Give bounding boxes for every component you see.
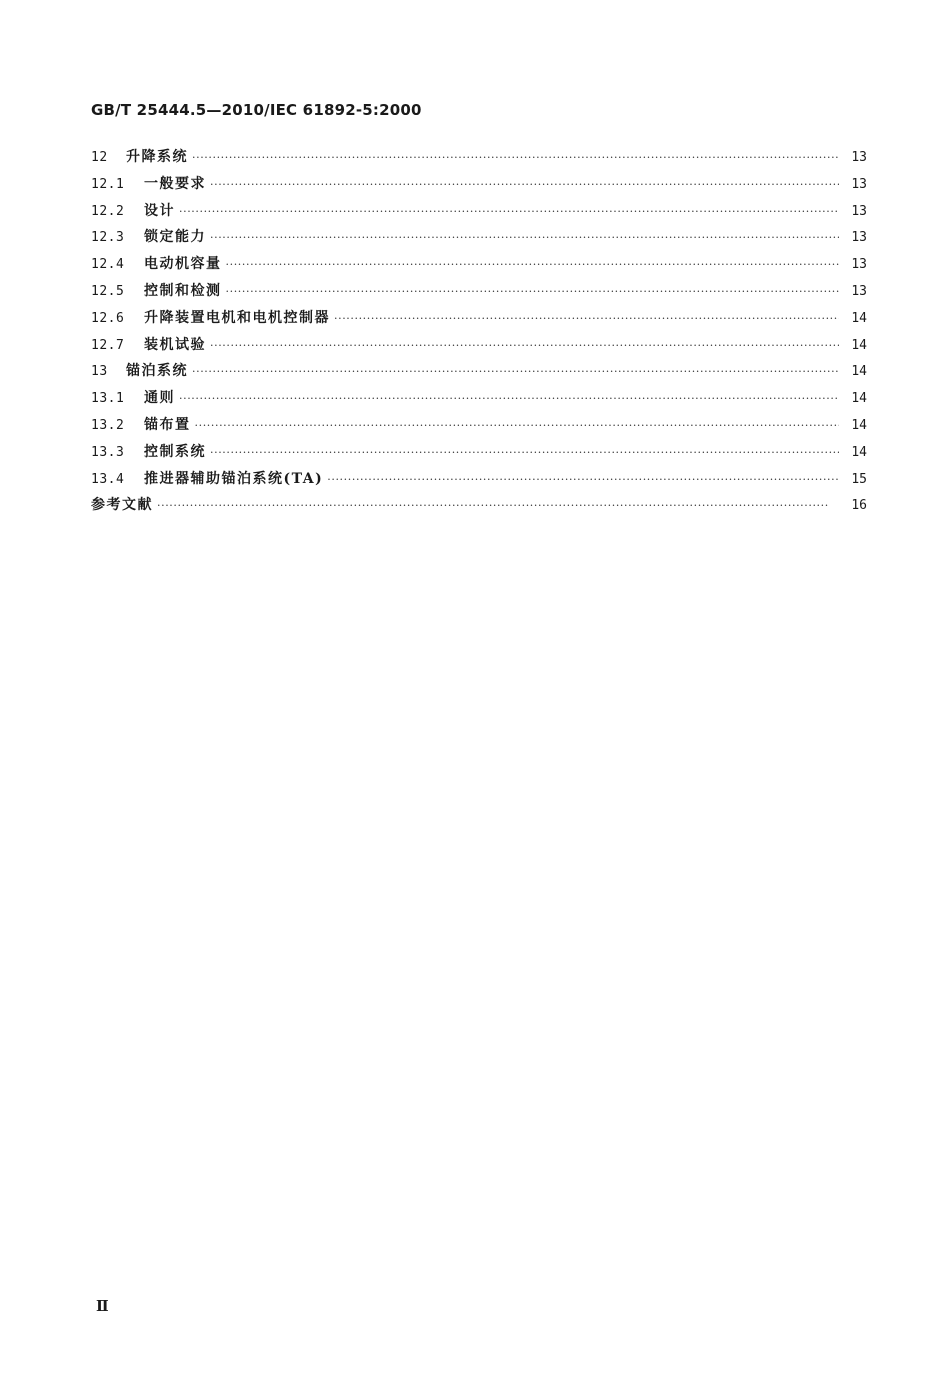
dot-leader bbox=[179, 389, 839, 409]
dot-leader bbox=[334, 309, 839, 329]
page-number: Ⅱ bbox=[96, 1297, 109, 1315]
toc-entry-title: 设计 bbox=[144, 202, 175, 219]
toc-entry-number: 12.1 bbox=[91, 176, 125, 192]
dot-leader bbox=[210, 228, 839, 248]
dot-leader bbox=[195, 416, 840, 436]
dot-leader bbox=[210, 175, 839, 195]
toc-entry[interactable] bbox=[91, 388, 867, 415]
dot-leader bbox=[179, 202, 839, 222]
toc-entry-number: 12.7 bbox=[91, 337, 125, 353]
toc-entry[interactable] bbox=[91, 254, 867, 281]
toc-entry[interactable] bbox=[91, 147, 867, 174]
toc-entry-title: 升降系统 bbox=[126, 149, 188, 165]
toc-entry-page: 14 bbox=[851, 444, 867, 460]
toc-entry[interactable] bbox=[91, 174, 867, 201]
toc-entry-page: 13 bbox=[851, 230, 867, 246]
toc-entry[interactable] bbox=[91, 227, 867, 254]
toc-entry-title: 控制系统 bbox=[144, 443, 206, 460]
toc-entry-number: 13.4 bbox=[91, 471, 125, 487]
toc-entry-title: 锁定能力 bbox=[144, 229, 206, 246]
toc-entry-page: 14 bbox=[851, 310, 867, 326]
toc-entry-title: 装机试验 bbox=[144, 336, 206, 353]
toc-entry[interactable] bbox=[91, 361, 867, 388]
toc-entry[interactable] bbox=[91, 201, 867, 228]
toc-entry[interactable] bbox=[91, 415, 867, 442]
dot-leader bbox=[226, 255, 840, 275]
toc-entry[interactable] bbox=[91, 335, 867, 362]
toc-entry-number: 13.2 bbox=[91, 417, 125, 433]
dot-leader bbox=[327, 470, 839, 490]
toc-entry-title: 升降装置电机和电机控制器 bbox=[144, 309, 330, 326]
toc-entry-title: 参考文献 bbox=[91, 497, 153, 514]
dot-leader bbox=[226, 282, 840, 302]
toc-entry-page: 14 bbox=[851, 337, 867, 353]
toc-entry-page: 13 bbox=[851, 283, 867, 299]
toc-entry-page: 13 bbox=[851, 176, 867, 192]
dot-leader bbox=[210, 443, 839, 463]
toc-entry-title: 控制和检测 bbox=[144, 282, 222, 299]
toc-entry-title: 锚泊系统 bbox=[126, 363, 188, 380]
toc-entry[interactable] bbox=[91, 281, 867, 308]
toc-entry-number: 12.6 bbox=[91, 310, 125, 326]
toc-entry-page: 14 bbox=[851, 391, 867, 407]
toc-entry-number: 12.2 bbox=[91, 203, 125, 219]
dot-leader bbox=[192, 148, 839, 168]
toc-entry-number: 12 bbox=[91, 150, 108, 165]
toc-entry-number: 13 bbox=[91, 364, 108, 380]
toc-entry-number: 13.1 bbox=[91, 391, 125, 407]
toc-entry-title: 推进器辅助锚泊系统(TA) bbox=[144, 470, 324, 487]
dot-leader bbox=[192, 362, 839, 382]
table-of-contents bbox=[91, 147, 867, 522]
toc-entry[interactable] bbox=[91, 308, 867, 335]
toc-entry-number: 13.3 bbox=[91, 444, 125, 460]
toc-entry-page: 16 bbox=[851, 498, 867, 514]
dot-leader bbox=[210, 336, 839, 356]
toc-entry-title: 电动机容量 bbox=[144, 256, 222, 273]
toc-entry[interactable] bbox=[91, 442, 867, 469]
toc-entry-number: 12.3 bbox=[91, 230, 125, 246]
dot-leader bbox=[157, 496, 839, 516]
toc-entry-page: 13 bbox=[851, 150, 867, 165]
document-header: GB/T 25444.5—2010/IEC 61892-5:2000 bbox=[91, 101, 422, 119]
toc-entry-page: 14 bbox=[851, 417, 867, 433]
toc-entry-title: 一般要求 bbox=[144, 175, 206, 192]
toc-entry-number: 12.5 bbox=[91, 283, 125, 299]
toc-entry[interactable] bbox=[91, 495, 867, 522]
toc-entry-title: 通则 bbox=[144, 390, 175, 407]
toc-entry[interactable] bbox=[91, 469, 867, 496]
toc-entry-page: 13 bbox=[851, 257, 867, 273]
toc-entry-page: 15 bbox=[851, 471, 867, 487]
toc-entry-page: 14 bbox=[851, 364, 867, 380]
toc-entry-title: 锚布置 bbox=[144, 416, 191, 433]
toc-entry-page: 13 bbox=[851, 203, 867, 219]
toc-entry-number: 12.4 bbox=[91, 257, 125, 273]
